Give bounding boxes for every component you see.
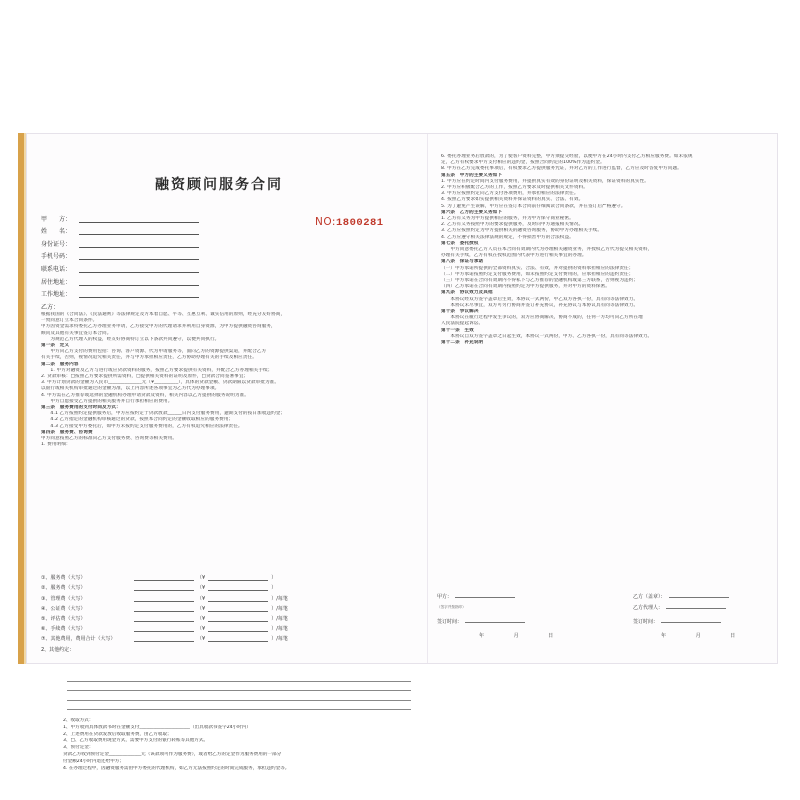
party-label: 乙方： [41,303,60,311]
paragraph-line: 5. 为了避免产生误解，甲方应在签订本合同前仔细阅读合同条款，并在签订后严格遵守。 [441,203,626,209]
paragraph-line: 2、上述费用在贷款发放后收取服务费，由乙方收取； [63,731,172,737]
payment-terms [63,718,413,772]
party-label: 手机号码： [41,253,72,261]
fee-list [41,571,381,653]
party-a-date-line[interactable] [465,618,525,623]
paragraph-line: 4.2 乙方指定的金融机构审核通过的贷款，按照本合同约定的金额收取相应的服务费用； [41,417,234,423]
paragraph-line: 2、收取方式： [63,718,94,723]
fee-yen-label: （¥ [197,626,206,633]
fee-amount-field[interactable] [134,574,194,581]
paragraph-line: 甲方同意按照乙方的标准向乙方支付服务费、咨询费等相关费用。 [41,436,178,442]
fee-row [41,632,381,642]
right-page [431,134,777,663]
fee-number-field[interactable] [208,595,268,602]
paragraph-line: 第十一条 生效 [441,327,474,333]
paragraph-line: 1. 乙方有义务为甲方提供相应的服务，并为甲方保守商业秘密。 [441,216,574,222]
fee-close-label: ）/每笔 [271,615,288,622]
party-label: 甲 方： [41,215,72,223]
fee-amount-field[interactable] [134,605,194,612]
paragraph-line: 甲方自愿接受乙方提供的相关服务并自行承担相应的费用。 [41,398,173,404]
fee-close-label: ） [271,585,277,592]
blank-line[interactable] [67,691,411,701]
party-field[interactable] [79,252,199,260]
paragraph-line: （四）乙方承诺在合同有效期内按照约定为甲方提供服务，并对甲方的资料保密。 [441,284,610,290]
paragraph-line: 2. 贷款审核：□按照乙方要求提供所需资料，□提供相关资料的证明及原件，□贷款合同签署事宜； [41,374,249,380]
contract-number-label: NO: [315,216,336,228]
fee-close-label: ） [271,575,277,582]
paragraph-line: 甲方因资金需求特委托乙方办理业务申请，乙方接受甲方的代理请求并利用自身资源，为甲方提供融资咨询服务， [41,324,276,330]
paragraph-line: 1. 甲方应在约定时间内支付服务费用，并提供真实有效的身份证明及相关资料，保证资料的真实性。 [441,178,649,184]
fee-amount-field[interactable] [134,625,194,632]
party-field[interactable] [79,240,199,248]
paragraph-line: 3. 甲方计划贷款的金额为人民币______________元（¥__________），具体的贷款金额、贷款期限以贷款审批为准。 [41,380,280,386]
paragraph-line: 1、甲方收到具体放款书时在金额支付______________________（出具收款书签字24小时内） [63,724,251,730]
party-a-date [437,618,525,625]
fee-yen-label: （¥ [197,585,206,592]
party-a-date-text: 年 月 日 [479,633,568,639]
party-a-note [437,604,466,610]
fee-row [41,622,381,632]
fee-yen-label: （¥ [197,595,206,602]
party-a-signature [437,593,515,600]
fee-yen-label: （¥ [197,575,206,582]
paragraph-line: 2. 乙方有义务按照甲方的要求提供服务，及时向甲方通报相关情况。 [441,222,584,228]
paragraph-line: （二）甲方承诺按照约定支付服务费用，如未按照约定支付费用的，应承担相应的违约责任； [441,271,634,277]
party-b-date-label: 签订时间： [633,619,659,625]
left-page [27,134,425,771]
party-row [41,248,241,261]
party-b-date-line[interactable] [661,618,721,623]
party-label: 姓 名： [41,228,72,236]
fee-close-label: ）/每笔 [271,636,288,643]
fee-number-field[interactable] [208,625,268,632]
paragraph-line: 2. 甲方应积极配合乙方的工作，按照乙方要求及时提供相关文件资料。 [441,185,588,191]
paragraph-line: 一致同意订立本合同条件。 [41,318,98,324]
paragraph-line: 4. 按照乙方要求如实提供相关资料并保证资料的真实、合法、有效。 [441,197,584,203]
paragraph-line: 6. 委托办理业务后放款的，为了使客户资料完整，甲方须提交经验，以便甲方在24小时内支付乙方相应服务费。如未依规 [441,154,693,159]
party-label: 身份证号： [41,240,72,248]
fee-amount-field[interactable] [134,635,194,642]
fee-number-field[interactable] [208,574,268,581]
party-a-note-text: （签字并按指印） [437,605,466,609]
paragraph-line: 3. 甲方应按照约定向乙方支付各项费用，并承担相应的法律责任。 [441,191,579,197]
blank-line[interactable] [67,701,411,711]
paragraph-line: 为规范乙方代理人的权益，经友好协商特订立以下条款共同遵守，以便共同执行。 [41,336,220,342]
paragraph-line: 8. 甲方在乙方完成委托事项后，有权要求乙方提供服务凭证，并对乙方的工作进行监督，乙方应及时答复甲方问题。 [441,166,682,172]
paragraph-line: 4.1 乙方按照约定提供服务后，甲方应按约定于贷款放款______日内支付服务费用，逾期支付的按日加收违约金； [41,411,286,417]
fee-name: ③、管理费（大写） [41,595,86,602]
blank-line[interactable] [67,672,411,682]
contract-number-value: 1800281 [335,217,384,229]
party-b-sign-line[interactable] [669,593,729,598]
party-a-date-label: 签订时间： [437,619,463,625]
paragraph-line: 办理有关手续，乙方有权在授权范围内代表甲方进行相关事宜的办理。 [441,253,587,259]
paragraph-line: （三）甲方承诺在合同有效期内不得私下与乙方推荐的金融机构或第三方联系，否则视为违约； [441,278,639,284]
fee-row [41,612,381,622]
fee-name: ⑥、手续费（大写） [41,626,86,633]
fee-name: ⑦、其他费用，费用合计（大写） [41,636,116,643]
party-b-label: 乙方（盖章）： [633,594,666,600]
party-field[interactable] [79,227,199,235]
paragraph-line: 第九条 协议效力及其他 [441,290,493,296]
paragraph-line: 第十条 争议解决 [441,309,479,315]
contract-number [315,216,384,229]
page-fold [427,134,428,663]
left-terms [41,312,411,448]
party-label: 居住地址： [41,278,72,286]
fee-name: 2、其他约定： [41,646,75,653]
right-terms [441,154,777,346]
paragraph-line: 本协议未尽事宜，双方可另行协商并签订补充协议，补充协议与本协议具有同等法律效力。 [441,302,639,308]
contract-title: 融资顾问服务合同 [155,177,283,193]
fee-amount-field[interactable] [134,595,194,602]
party-b-date [633,618,721,625]
paragraph-line: 1. 甲方对融资及乙方与进行或应贷款资料的服务，按照乙方要求提供有关资料，并配合乙方办理相关手续； [41,367,273,373]
paragraph-line: 本协议在履行过程中发生争议的，双方应协商解决，协商不成的，任何一方均可向乙方所在地 [441,315,643,321]
paragraph-line: 4. 乙方应遵守相关法律法规的规定，不得损害甲方的合法权益。 [441,234,574,240]
paragraph-line: 第八条 保证与承诺 [441,259,484,265]
paragraph-line: 4. 甲方需在乙方推荐或选择的金融机构办理申请贷款及资料，相关内容以乙方提供的服务说明为准。 [41,392,249,398]
paragraph-line: 付金额24小时内退还给甲方； [63,758,124,764]
paragraph-line: 第六条 乙方的主要义务如下 [441,209,503,215]
paragraph-line: 4.3 乙方接受甲方委托后，如甲方未按约定支付服务费用的，乙方有权追究相应的法律责任。 [41,423,243,429]
party-row [41,286,241,299]
party-row [41,273,241,286]
paragraph-line: 以银行或相关机构审批通过的金额为准，以上内容所述各项事宜为乙方代为办理事项。 [41,386,220,392]
party-b-agent [633,604,726,611]
party-field[interactable] [79,278,199,286]
paragraph-line: 顾问及其他有关事宜签订本合同。 [41,330,112,336]
paragraph-line: 第一条 定义 [41,343,70,349]
party-row [41,223,241,236]
party-info [41,210,241,311]
paragraph-line: 第三条 服务费用的支付时间及方式： [41,405,121,411]
blank-lines [67,672,411,710]
party-a-label: 甲方： [437,594,453,600]
paragraph-line: 3. 乙方应按照约定为甲方提供相关的融资咨询服务，协助甲方办理相关手续。 [441,228,603,234]
fee-close-label: ）/每笔 [271,605,288,612]
party-label: 联系电话： [41,265,72,273]
fee-yen-label: （¥ [197,605,206,612]
paragraph-line: 本协议自双方签字盖章之日起生效，本协议一式两份，甲方、乙方各执一份，具有同等法律效力。 [441,333,653,339]
paragraph-line: 第七条 委托授权 [441,240,479,246]
paragraph-line: 3、预付定金： [63,745,94,751]
fee-amount-field[interactable] [134,615,194,622]
party-b-date-text: 年 月 日 [661,633,750,639]
contract-sheet [26,133,778,771]
blank-line[interactable] [67,682,411,692]
fee-row [41,571,381,581]
fee-row [41,602,381,612]
party-row [41,210,241,223]
fee-row [41,642,381,652]
fee-row [41,581,381,591]
party-b-agent-line[interactable] [666,604,726,609]
fee-name: ②、服务费（大写） [41,585,86,592]
paragraph-line: 甲方向乙方支付的费用包括：咨询、客户资源、代为申请服务等，面向乙方的资源提供渠道，并配合乙方 [41,349,267,355]
paragraph-line: 3、□、乙方收取费用现金方式，需要甲方支付的银行转账等其他方式。 [63,738,209,744]
fee-yen-label: （¥ [197,615,206,622]
paragraph-line: 本协议经双方签字盖章后生效，本协议一式两份，甲乙双方各执一份，具有同等法律效力。 [441,296,639,302]
fee-name: ④、公证费（大写） [41,605,86,612]
party-field[interactable] [79,215,199,223]
fee-yen-label: （¥ [197,636,206,643]
party-row [41,235,241,248]
paragraph-line: 第十二条 补充说明 [441,340,484,346]
paragraph-line: 定，乙方有权要求甲方支付相应的违约金，按照合同约定的100%作为违约金。 [441,160,605,166]
fee-number-field[interactable] [208,635,268,642]
fee-row [41,591,381,601]
fee-number-field[interactable] [208,584,268,591]
fee-number-field[interactable] [208,615,268,622]
fee-number-field[interactable] [208,605,268,612]
paragraph-line: 贷款乙方收到预付定金______________元（该款项可作为服务费），或者给乙方的定金作为服务费用的一部分 [63,751,282,757]
party-label: 工作地址： [41,291,72,299]
party-b-agent-label: 乙方代理人： [633,605,664,611]
paragraph-line: 第四条 服务费、咨询费 [41,429,93,435]
party-field[interactable] [79,290,199,298]
fee-close-label: ）/每笔 [271,626,288,633]
paragraph-line: 1. 费用明细： [41,442,71,448]
paragraph-line: 根据我国的《合同法》、《民法通则》等法律规定及方本着自愿、平等、互惠互利、诚实信用的原则，经充分友好协商， [41,312,286,317]
paragraph-line: 4. 在办理过程中，因融资服务需由甲方委托的代理机构，如乙方无法按照约定的时间完成服务，承担违约金等。 [63,765,290,771]
party-b-signature [633,593,729,600]
paragraph-line: （一）甲方承诺所提供的全部资料真实、合法、有效，并对提供的资料承担相应的法律责任； [441,265,634,271]
fee-name: ⑤、评估费（大写） [41,615,86,622]
party-row [41,298,241,311]
paragraph-line: 甲方同意委托乙方人员在本合同有效期内代为办理相关融资业务，并授权乙方代为提交相关资料， [441,247,653,253]
party-a-sign-line[interactable] [455,593,515,598]
fee-amount-field[interactable] [134,584,194,591]
paragraph-line: 第二条 服务内容 [41,361,79,367]
fee-name: ①、服务费（大写） [41,575,86,582]
paragraph-line: 人民法院提起诉讼。 [441,321,484,327]
paragraph-line: 有关手续，否则，视情况追究相关责任，并与甲方承担相应责任，乙方协助办理有关的手续及相应责任。 [41,355,257,361]
paragraph-line: 第五条 甲方的主要义务如下 [441,172,503,178]
party-row [41,260,241,273]
fee-close-label: ）/每笔 [271,595,288,602]
party-field[interactable] [79,265,199,273]
